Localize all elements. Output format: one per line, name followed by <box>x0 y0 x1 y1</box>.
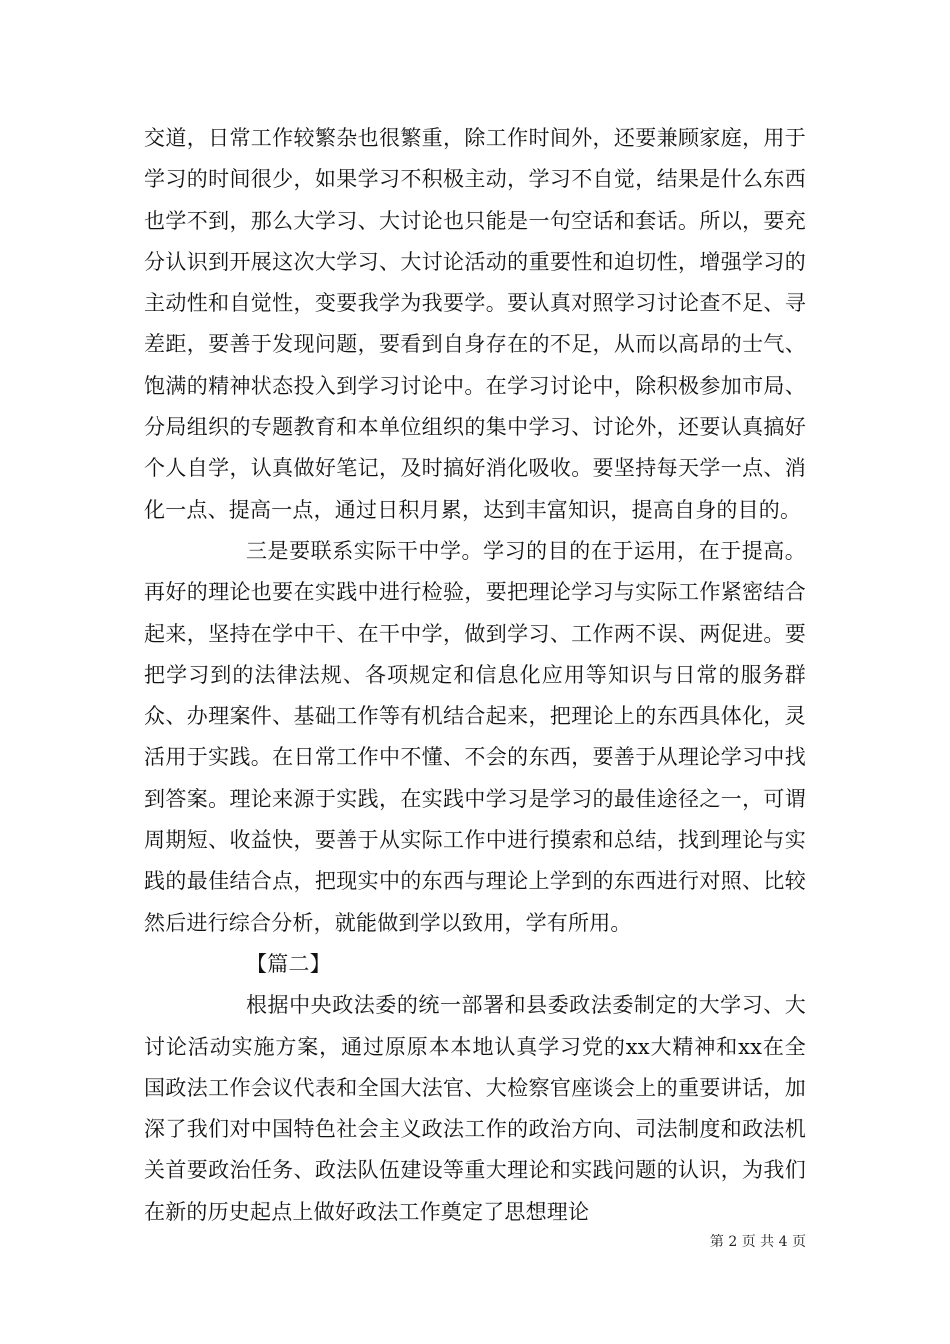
paragraph-continued: 交道，日常工作较繁杂也很繁重，除工作时间外，还要兼顾家庭，用于学习的时间很少，如果学习不积极主动，学习不自觉，结果是什么东西也学不到，那么大学习、大讨论也只能是一句空话和套话。所以，要充分认识到开展这次大学习、大讨论活动的重要性和迫切性，增强学习的主动性和自觉性，变要我学为我要学。要认真对照学习讨论查不足、寻差距，要善于发现问题，要看到自身存在的不足，从而以高昂的士气、饱满的精神状态投入到学习讨论中。在学习讨论中，除积极参加市局、分局组织的专题教育和本单位组织的集中学习、讨论外，还要认真搞好个人自学，认真做好笔记，及时搞好消化吸收。要坚持每天学一点、消化一点、提高一点，通过日积月累，达到丰富知识，提高自身的目的。 <box>144 126 806 522</box>
document-body <box>144 118 806 1233</box>
paragraph-point-three: 三是要联系实际干中学。学习的目的在于运用，在于提高。再好的理论也要在实践中进行检验，要把理论学习与实际工作紧密结合起来，坚持在学中干、在干中学，做到学习、工作两不误、两促进。要把学习到的法律法规、各项规定和信息化应用等知识与日常的服务群众、办理案件、基础工作等有机结合起来，把理论上的东西具体化，灵活用于实践。在日常工作中不懂、不会的东西，要善于从理论学习中找到答案。理论来源于实践，在实践中学习是学习的最佳途径之一，可谓周期短、收益快，要善于从实际工作中进行摸索和总结，找到理论与实践的最佳结合点，把现实中的东西与理论上学到的东西进行对照、比较然后进行综合分析，就能做到学以致用，学有所用。 <box>144 538 806 935</box>
page-number-footer: 第 2 页 共 4 页 <box>709 1234 806 1250</box>
paragraph-section-two-intro: 根据中央政法委的统一部署和县委政法委制定的大学习、大讨论活动实施方案，通过原原本本地认真学习党的xx大精神和xx在全国政法工作会议代表和全国大法官、大检察官座谈会上的重要讲话，加深了我们对中国特色社会主义政法工作的政治方向、司法制度和政法机关首要政治任务、政法队伍建设等重大理论和实践问题的认识，为我们在新的历史起点上做好政法工作奠定了思想理论 <box>144 993 806 1224</box>
section-heading: 【篇二】 <box>246 951 331 976</box>
